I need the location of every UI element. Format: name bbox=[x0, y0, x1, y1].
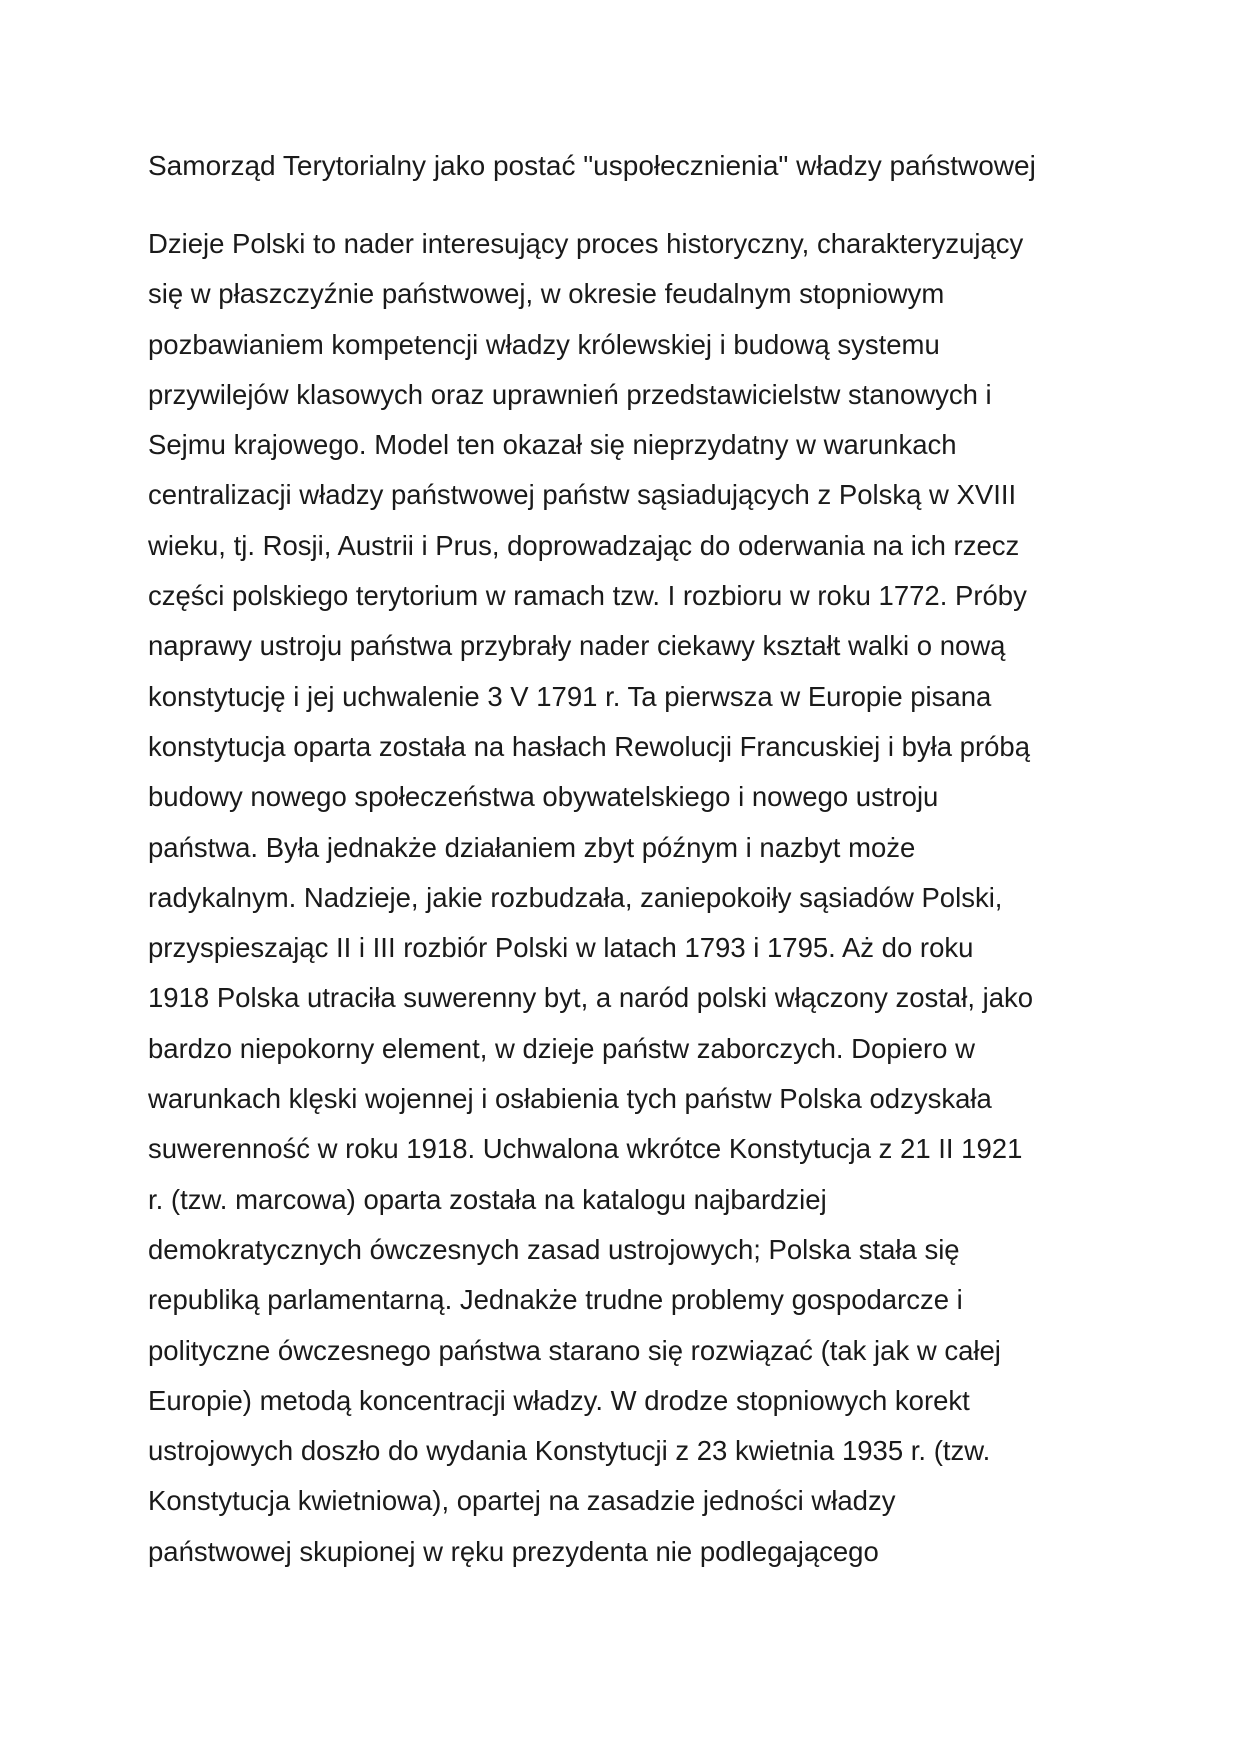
body-line: warunkach klęski wojennej i osłabienia tych państw Polska odzyskała bbox=[148, 1083, 992, 1115]
body-line: budowy nowego społeczeństwa obywatelskiego i nowego ustroju bbox=[148, 781, 939, 813]
body-line: przyspieszając II i III rozbiór Polski w latach 1793 i 1795. Aż do roku bbox=[148, 932, 974, 964]
body-line: konstytucja oparta została na hasłach Rewolucji Francuskiej i była próbą bbox=[148, 730, 1030, 762]
body-line: 1918 Polska utraciła suwerenny byt, a naród polski włączony został, jako bbox=[148, 982, 1034, 1014]
body-line: r. (tzw. marcowa) oparta została na katalogu najbardziej bbox=[148, 1183, 827, 1215]
body-line: wieku, tj. Rosji, Austrii i Prus, doprowadzając do oderwania na ich rzecz bbox=[148, 529, 1020, 561]
body-line: części polskiego terytorium w ramach tzw. I rozbioru w roku 1772. Próby bbox=[148, 580, 1027, 612]
body-line: centralizacji władzy państwowej państw sąsiadujących z Polską w XVIII bbox=[148, 479, 1017, 511]
body-line: Konstytucja kwietniowa), opartej na zasadzie jedności władzy bbox=[148, 1485, 896, 1517]
body-line: się w płaszczyźnie państwowej, w okresie feudalnym stopniowym bbox=[148, 278, 945, 310]
body-line: Europie) metodą koncentracji władzy. W drodze stopniowych korekt bbox=[148, 1384, 970, 1416]
body-line: radykalnym. Nadzieje, jakie rozbudzała, zaniepokoiły sąsiadów Polski, bbox=[148, 881, 1003, 913]
body-line: polityczne ówczesnego państwa starano się rozwiązać (tak jak w całej bbox=[148, 1334, 1001, 1366]
body-line: republiką parlamentarną. Jednakże trudne problemy gospodarcze i bbox=[148, 1284, 963, 1316]
body-line: bardzo niepokorny element, w dzieje państw zaborczych. Dopiero w bbox=[148, 1032, 975, 1064]
body-line: demokratycznych ówczesnych zasad ustrojowych; Polska stała się bbox=[148, 1233, 960, 1265]
body-line: Dzieje Polski to nader interesujący proces historyczny, charakteryzujący bbox=[148, 228, 1024, 259]
body-line: pozbawianiem kompetencji władzy królewskiej i budową systemu bbox=[148, 328, 940, 360]
document-body bbox=[148, 219, 1108, 1577]
body-line: ustrojowych doszło do wydania Konstytucji z 23 kwietnia 1935 r. (tzw. bbox=[148, 1435, 991, 1467]
body-line: suwerenność w roku 1918. Uchwalona wkrótce Konstytucja z 21 II 1921 bbox=[148, 1133, 1023, 1165]
document-title: Samorząd Terytorialny jako postać "uspołecznienia" władzy państwowej bbox=[148, 150, 1036, 181]
body-line: państwa. Była jednakże działaniem zbyt późnym i nazbyt może bbox=[148, 831, 916, 863]
body-line: Sejmu krajowego. Model ten okazał się nieprzydatny w warunkach bbox=[148, 429, 957, 461]
body-line: konstytucję i jej uchwalenie 3 V 1791 r. Ta pierwsza w Europie pisana bbox=[148, 680, 992, 712]
body-line: państwowej skupionej w ręku prezydenta nie podlegającego bbox=[148, 1535, 879, 1567]
body-line: przywilejów klasowych oraz uprawnień przedstawicielstw stanowych i bbox=[148, 378, 992, 410]
body-line: naprawy ustroju państwa przybrały nader ciekawy kształt walki o nową bbox=[148, 630, 1006, 662]
